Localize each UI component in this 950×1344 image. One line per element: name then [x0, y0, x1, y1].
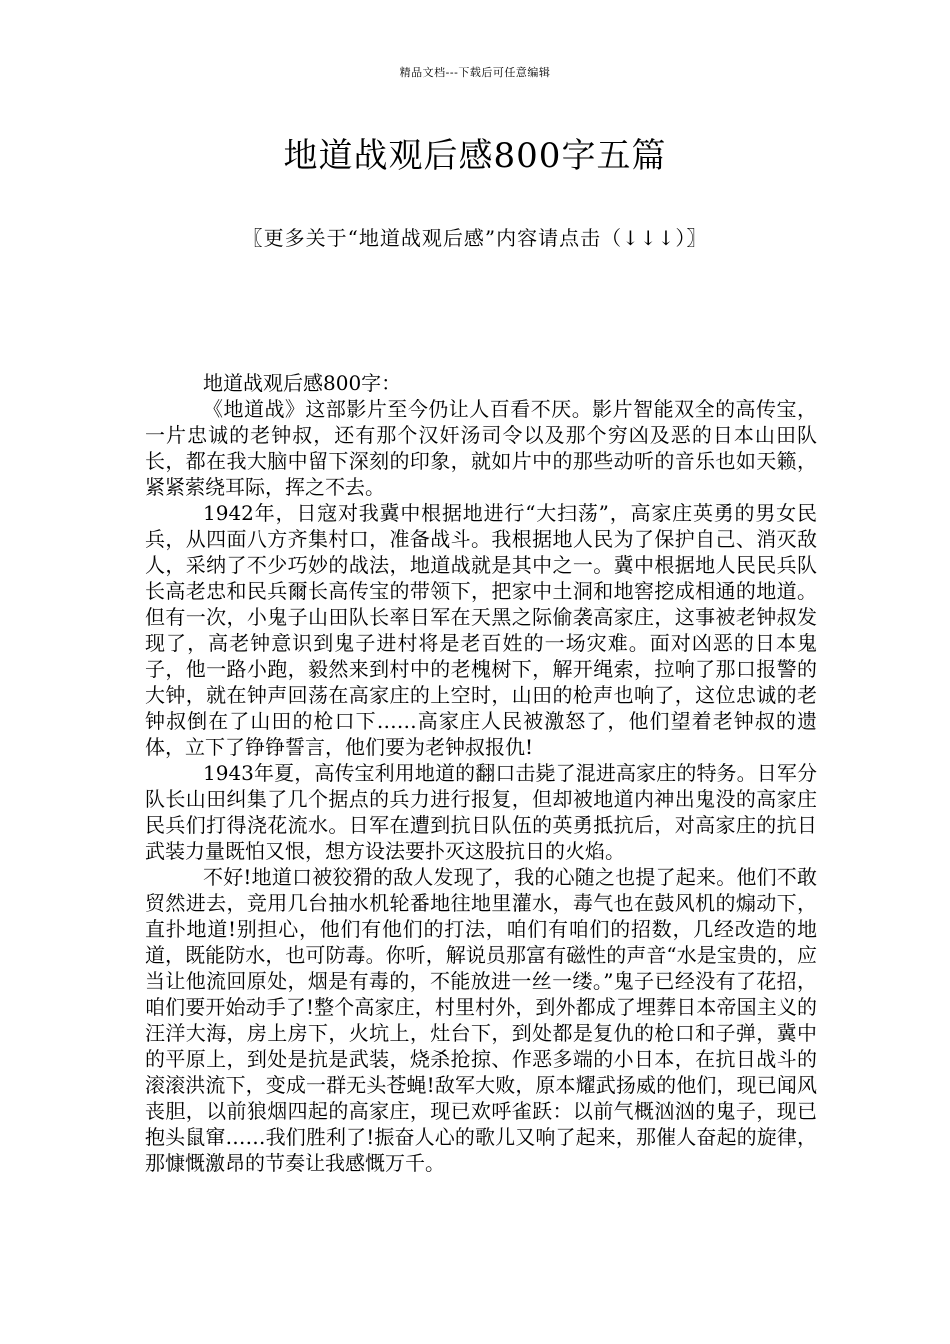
article-body	[145, 370, 817, 1176]
paragraph: 1943年夏，高传宝利用地道的翻口击毙了混进高家庄的特务。日军分队长山田纠集了几个据点的兵力进行报复，但却被地道内神出鬼没的高家庄民兵们打得浇花流水。日军在遭到抗日队伍的英勇抵抗后，对高家庄的抗日武装力量既怕又恨，想方设法要扑灭这股抗日的火焰。	[145, 761, 817, 863]
paragraph: 1942年，日寇对我冀中根据地进行“大扫荡”，高家庄英勇的男女民兵，从四面八方齐集村口，准备战斗。我根据地人民为了保护自己、消灭敌人，采纳了不少巧妙的战法，地道战就是其中之一。冀中根据地人民民兵队长高老忠和民兵爾长高传宝的带领下，把家中土洞和地窖挖成相通的地道。但有一次，小鬼子山田队长率日军在天黑之际偷袭高家庄，这事被老钟叔发现了，高老钟意识到鬼子进村将是老百姓的一场灾难。面对凶恶的日本鬼子，他一路小跑，毅然来到村中的老槐树下，解开绳索，拉响了那口报警的大钟，就在钟声回荡在高家庄的上空时，山田的枪声也响了，这位忠诚的老钟叔倒在了山田的枪口下……高家庄人民被激怒了，他们望着老钟叔的遗体，立下了铮铮誓言，他们要为老钟叔报仇!	[145, 501, 817, 759]
header-note: 精品文档---下载后可任意编辑	[399, 66, 551, 79]
document-title: 地道战观后感800字五篇	[283, 136, 667, 176]
paragraph: 《地道战》这部影片至今仍让人百看不厌。影片智能双全的高传宝，一片忠诚的老钟叔，还有那个汉奸汤司令以及那个穷凶及恶的日本山田队长，都在我大脑中留下深刻的印象，就如片中的那些动听的音乐也如天籁，紧紧萦绕耳际，挥之不去。	[145, 397, 817, 499]
paragraph: 不好!地道口被狡猾的敌人发现了，我的心随之也提了起来。他们不敢贸然进去，竞用几台抽水机轮番地往地里灌水，毒气也在鼓风机的煽动下，直扑地道!别担心，他们有他们的打法，咱们有咱们的招数，几经改造的地道，既能防水，也可防毒。你听，解说员那富有磁性的声音“水是宝贵的，应当让他流回原处，烟是有毒的，不能放进一丝一缕。”鬼子已经没有了花招，咱们要开始动手了!整个高家庄，村里村外，到外都成了埋葬日本帝国主义的汪洋大海，房上房下，火坑上，灶台下，到处都是复仇的枪口和子弹，冀中的平原上，到处是抗是武装，烧杀抢掠、作恶多端的小日本，在抗日战斗的滚滚洪流下，变成一群无头苍蝇!敌军大败，原本耀武扬威的他们，现已闻风丧胆，以前狼烟四起的高家庄，现已欢呼雀跃：以前气概汹汹的鬼子，现已抱头鼠窜……我们胜利了!振奋人心的歌儿又响了起来，那催人奋起的旋律，那慷慨激昂的节奏让我感慨万千。	[145, 865, 817, 1175]
more-content-link[interactable]: 〖更多关于“地道战观后感”内容请点击（↓↓↓）〗	[242, 226, 708, 250]
article-subtitle: 地道战观后感800字：	[203, 371, 402, 395]
